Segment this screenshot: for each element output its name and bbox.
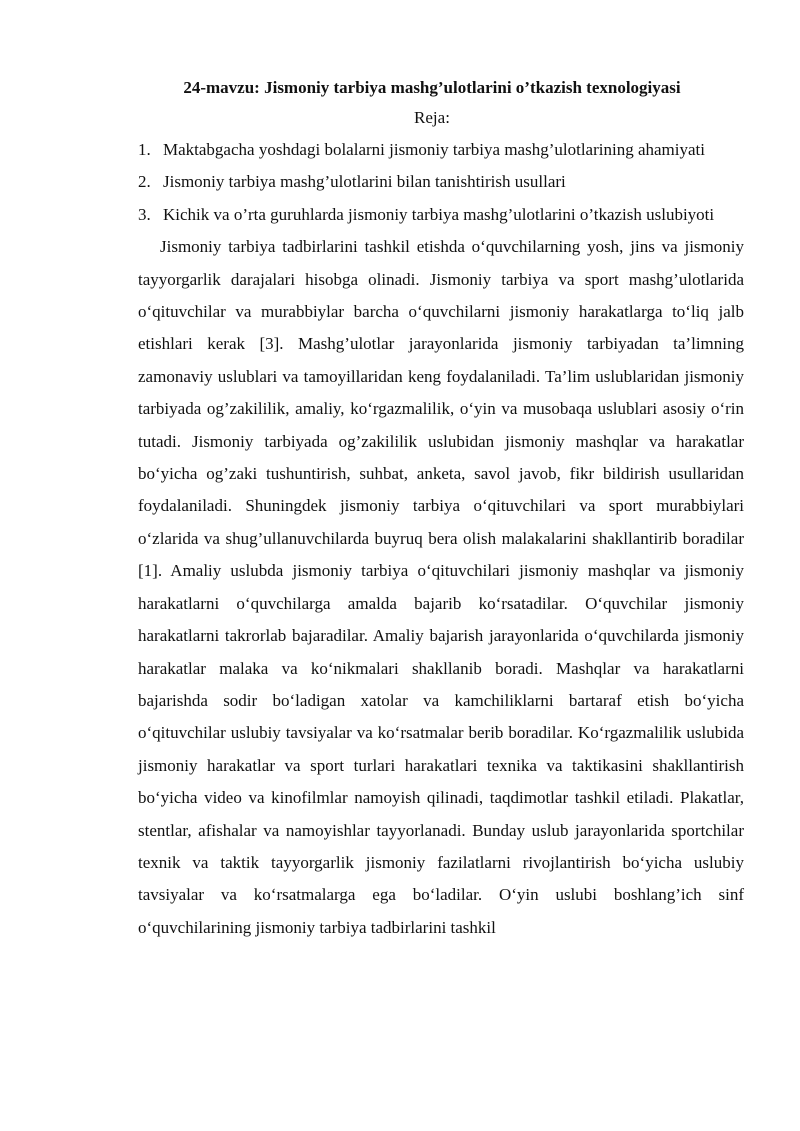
- document-page: [138, 74, 744, 944]
- plan-item-text: Kichik va o’rta guruhlarda jismoniy tarbiya mashg’ulotlarini o’tkazish uslubiyoti: [163, 204, 715, 224]
- plan-label: Reja:: [414, 108, 450, 127]
- plan-list: [138, 134, 744, 231]
- plan-item: [138, 134, 744, 166]
- plan-item-number: 2.: [138, 172, 151, 192]
- plan-item: [138, 199, 744, 231]
- plan-item: [138, 166, 744, 198]
- document-title: 24-mavzu: Jismoniy tarbiya mashg’ulotlarini o’tkazish texnologiyasi: [183, 78, 681, 97]
- body-paragraph: Jismoniy tarbiya tadbirlarini tashkil etishda o‘quvchilarning yosh, jins va jismoniy tayyorgarlik darajalari hisobga olinadi. Jismoniy tarbiya va sport mashg’ulotlarida o‘qituvchilar va murabbiylar barcha o‘quvchilarni jismoniy harakatlarga to‘liq jalb etishlari kerak [3]. Mashg’ulotlar jarayonlarida jismoniy tarbiyadan ta’limning zamonaviy uslublari va tamoyillaridan keng foydalaniladi. Ta’lim uslublaridan jismoniy tarbiyada og’zakililik, amaliy, ko‘rgazmalilik, o‘yin va musobaqa uslublari asosiy o‘rin tutadi. Jismoniy tarbiyada og’zakililik uslubidan jismoniy mashqlar va harakatlar bo‘yicha og’zaki tushuntirish, suhbat, anketa, savol javob, fikr bildirish usullaridan foydalaniladi. Shuningdek jismoniy tarbiya o‘qituvchilari va sport murabbiylari o‘zlarida va shug’ullanuvchilarda buyruq bera olish malakalarini shakllantirib boradilar [1]. Amaliy uslubda jismoniy tarbiya o‘qituvchilari jismoniy mashqlar va jismoniy harakatlarni o‘quvchilarga amalda bajarib ko‘rsatadilar. O‘quvchilar jismoniy harakatlarni takrorlab bajaradilar. Amaliy bajarish jarayonlarida o‘quvchilarda jismoniy harakatlar malaka va ko‘nikmalari shakllanib boradi. Mashqlar va harakatlarni bajarishda sodir bo‘ladigan xatolar va kamchiliklarni bartaraf etish bo‘yicha o‘qituvchilar uslubiy tavsiyalar va ko‘rsatmalar berib boradilar. Ko‘rgazmalilik uslubida jismoniy harakatlar va sport turlari harakatlari texnika va taktikasini shakllantirish bo‘yicha video va kinofilmlar namoyish qilinadi, taqdimotlar tashkil etiladi. Plakatlar, stentlar, afishalar va namoyishlar tayyorlanadi. Bunday uslub jarayonlarida sportchilar texnik va taktik tayyorgarlik jismoniy fazilatlarni rivojlantirish bo‘yicha uslubiy tavsiyalar va ko‘rsatmalarga ega bo‘ladilar. O‘yin uslubi boshlang’ich sinf o‘quvchilarining jismoniy tarbiya tadbirlarini tashkil: [138, 237, 744, 937]
- plan-item-text: Maktabgacha yoshdagi bolalarni jismoniy tarbiya mashg’ulotlarining ahamiyati: [163, 140, 705, 159]
- plan-item-number: 3.: [138, 204, 151, 224]
- plan-item-number: 1.: [138, 140, 151, 159]
- plan-item-text: Jismoniy tarbiya mashg’ulotlarini bilan tanishtirish usullari: [163, 172, 566, 192]
